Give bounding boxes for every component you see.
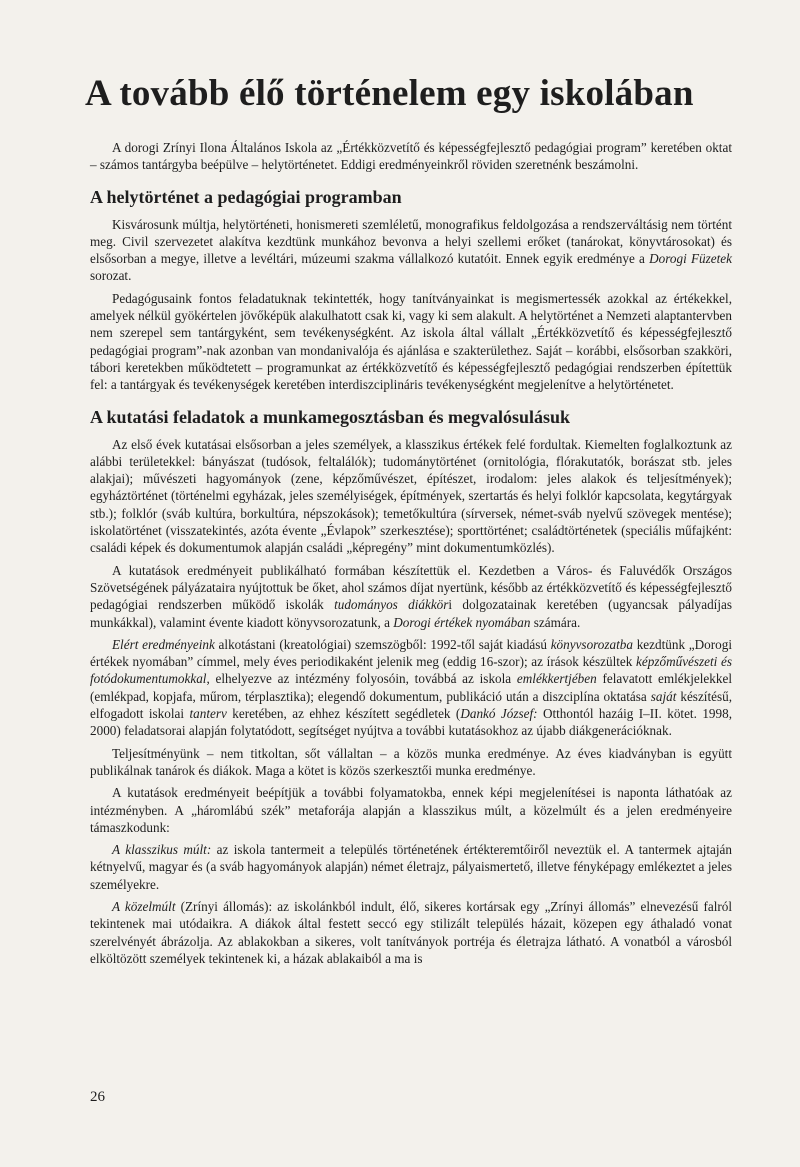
page-title: A tovább élő történelem egy iskolában: [85, 73, 694, 114]
article: [85, 72, 733, 972]
intro-paragraph: A dorogi Zrínyi Ilona Általános Iskola az „Értékközvetítő és képességfejlesztő pedagógiai program” keretében oktat – számos tantárgyba beépülve – helytörténetet. Eddigi eredményeinkről röviden szeretnénk beszámolni.: [90, 140, 732, 173]
paragraph: A kutatások eredményeit beépítjük a további folyamatokba, ennek képi megjelenítései is naponta láthatóak az intézményben. A „háromlábú szék” metaforája alapján a klasszikus múlt, a közelmúlt és a jelen eredményeire támaszkodunk:: [90, 785, 732, 835]
paragraph: Kisvárosunk múltja, helytörténeti, honismereti szemléletű, monografikus feldolgozása a rendszerváltásig nem történt meg. Civil szervezetet alakítva kezdtünk munkához bevonva a helyi szellemi erőket (tanárokat, könyvtárosokat) és elsősorban a megye, illetve a levéltári, múzeumi szakma vállalkozó kutatóit. Ennek egyik eredménye a Dorogi Füzetek sorozat.: [90, 216, 732, 284]
paragraph: Az első évek kutatásai elsősorban a jeles személyek, a klasszikus értékek felé fordultak. Kiemelten foglalkoztunk az alábbi területekkel: bányászat (tudósok, feltalálók); tudománytörténet (ornitológia, flórakutatók, borászat stb. jeles alakjai); művészeti hagyományok (zene, képzőművészet, építészet, irodalom: jeles alakok és teljesítmények); egyháztörténet (történelmi egyházak, jeles személyiségek, építmények, szertartás és helyi folklór kapcsolata, kegytárgyak stb.); folklór (sváb kultúra, borkultúra, népszokások); temetőkultúra (sírversek, német-sváb nyelvű szövegek mentése); iskolatörténet (visszatekintés, azóta évente „Évlapok” szerkesztése); sporttörténet; családtörténetek (speciális műfajként: családi képek és dokumentumok alapján családi „képregény” mint dokumentumközlés).: [90, 436, 732, 556]
section-heading-research: A kutatási feladatok a munkamegosztásban és megvalósulásuk: [90, 406, 571, 427]
paragraph: Teljesítményünk – nem titkoltan, sőt vállaltan – a közös munka eredménye. Az éves kiadványban is együtt publikálnak tanárok és diákok. Maga a kötet is közös szerkesztői munka eredménye.: [90, 745, 732, 778]
paragraph: A közelmúlt (Zrínyi állomás): az iskolánkból indult, élő, sikeres kortársak egy „Zrínyi állomás” elnevezésű falról tekintenek mai utódaikra. A diákok által festett seccó egy stilizált település házait, közepen egy áthaladó vonat szerelvényét ábrázolja. Az ablakokban a sikeres, volt tanítványok portréja és életrajza látható. A vonatból a városból elköltözött személyek tekintenek ki, a házak ablakaiból a ma is: [90, 898, 733, 966]
section-heading-program: A helytörténet a pedagógiai programban: [90, 186, 402, 207]
paragraph: Elért eredményeink alkotástani (kreatológiai) szemszögből: 1992-től saját kiadású könyvsorozatba kezdtünk „Dorogi értékek nyomában” címmel, mely éves periodikaként jelenik meg (eddig 16-szor); az írások készültek képzőművészeti és fotódokumentumokkal, elhelyezve az intézmény folyosóin, továbbá az iskola emlékkertjében felavatott emlékjelekkel (emlékpad, kopjafa, műrom, térplasztika); elegendő dokumentum, publikáció után a diszciplína oktatása saját készítésű, elfogadott iskolai tanterv keretében, az ehhez készített segédletek (Dankó József: Otthontól hazáig I–II. kötet. 1998, 2000) feladatsorai alapján folytatódott, segítséget nyújtva a további kutatásokhoz az újabb diákgenerációknak.: [90, 636, 732, 739]
paragraph: Pedagógusaink fontos feladatuknak tekintették, hogy tanítványainkat is megismertessék azokkal az értékekkel, amelyek nélkül gyökértelen jövőképük alakulhatott csak ki, vagy ki sem alakult. A helytörténet a Nemzeti alaptantervben nem szerepel sem tantárgyként, sem tevékenységként. Az iskola által vállalt „Értékközvetítő és képességfejlesztő pedagógiai program”-nak azonban van mondanivalója és ajánlása e szakterülethez. Saját – korábbi, elsősorban szakköri, tábori keretekben működtetett – programunkat az értékközvetítő és képességfejlesztő pedagógiai rendszerben építettük fel: a tantárgyak és tevékenységek keretében interdiszciplináris tevékenységként megjelenítve a helytörténetet.: [90, 290, 732, 393]
page-number: 26: [90, 1089, 105, 1105]
paragraph: A klasszikus múlt: az iskola tantermeit a település történetének értékteremtőiről neveztük el. A tantermek ajtaján kétnyelvű, magyar és (a sváb hagyományok alapján) német életrajz, pályaismertető, illetve fényképagy emlékeztet a jeles személyekre.: [90, 842, 733, 892]
paragraph: A kutatások eredményeit publikálható formában készítettük el. Kezdetben a Város- és Faluvédők Országos Szövetségének pályázataira nyújtottuk be őket, ahol számos díjat nyertünk, később az értékközvetítő és képességfejlesztő pedagógiai rendszerben működő iskolák tudományos diákköri dolgozatainak keretében (ugyancsak pályadíjas munkákkal), valamint évente kiadott könyvsorozatunk, a Dorogi értékek nyomában számára.: [90, 562, 732, 630]
